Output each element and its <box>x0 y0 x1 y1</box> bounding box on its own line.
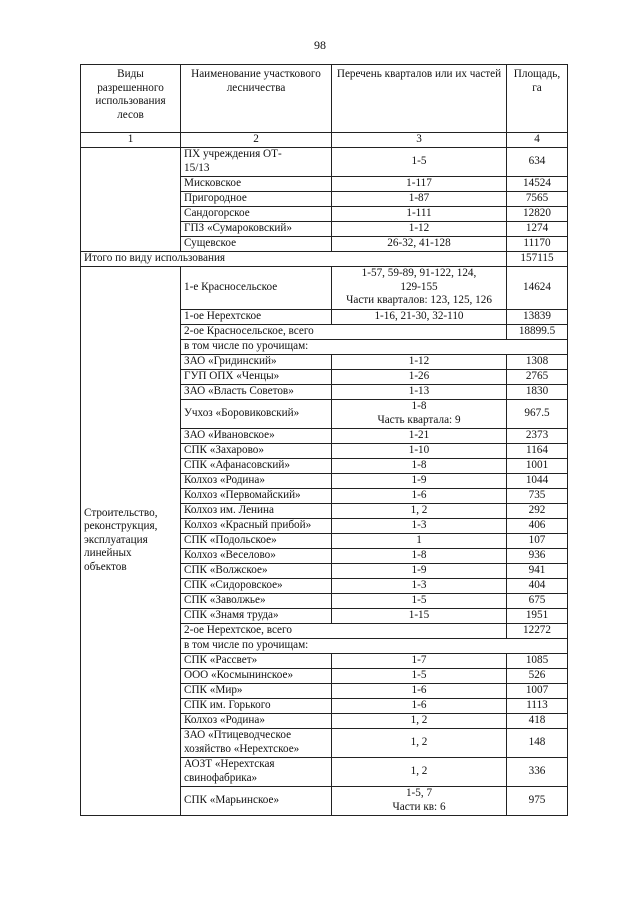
forestry-name: Колхоз «Родина» <box>181 713 332 728</box>
forestry-name: ПХ учреждения ОТ- 15/13 <box>181 147 332 176</box>
area-value: 975 <box>507 786 568 815</box>
quarters-list: 1-15 <box>332 608 507 623</box>
area-value: 292 <box>507 503 568 518</box>
quarters-list: 1-8 <box>332 548 507 563</box>
quarters-list: 1-10 <box>332 443 507 458</box>
forestry-name: 1-е Красносельское <box>181 266 332 309</box>
total-label: Итого по виду использования <box>81 251 507 266</box>
quarters-list: 1-57, 59-89, 91-122, 124, 129-155 Части кварталов: 123, 125, 126 <box>332 266 507 309</box>
quarters-list: 1, 2 <box>332 713 507 728</box>
quarters-list: 1-5 <box>332 147 507 176</box>
quarters-list: 1-26 <box>332 369 507 384</box>
area-value: 526 <box>507 668 568 683</box>
forestry-name: СПК «Сидоровское» <box>181 578 332 593</box>
forestry-name: СПК «Подольское» <box>181 533 332 548</box>
area-value: 1308 <box>507 354 568 369</box>
forestry-name: СПК «Рассвет» <box>181 653 332 668</box>
quarters-list: 1-6 <box>332 683 507 698</box>
forestry-name: ЗАО «Власть Советов» <box>181 384 332 399</box>
area-value: 634 <box>507 147 568 176</box>
area-value: 404 <box>507 578 568 593</box>
area-value: 967.5 <box>507 399 568 428</box>
quarters-list: 1-9 <box>332 473 507 488</box>
area-value: 12820 <box>507 206 568 221</box>
quarters-list: 1-111 <box>332 206 507 221</box>
quarters-list: 1 <box>332 533 507 548</box>
forest-usage-table <box>80 64 568 816</box>
quarters-list: 1-21 <box>332 428 507 443</box>
forestry-name: ЗАО «Ивановское» <box>181 428 332 443</box>
page-number: 98 <box>314 38 326 52</box>
forestry-name: Колхоз им. Ленина <box>181 503 332 518</box>
quarters-list: 1-3 <box>332 578 507 593</box>
area-value: 936 <box>507 548 568 563</box>
quarters-list: 1-9 <box>332 563 507 578</box>
subsection-label: в том числе по урочищам: <box>181 339 568 354</box>
header-forestry-name: Наименование участкового лесничества <box>181 65 332 133</box>
forestry-name: СПК «Мир» <box>181 683 332 698</box>
quarters-list: 1, 2 <box>332 728 507 757</box>
quarters-list: 26-32, 41-128 <box>332 236 507 251</box>
forestry-name: СПК «Захарово» <box>181 443 332 458</box>
total-row <box>81 251 568 266</box>
forestry-name: Колхоз «Первомайский» <box>181 488 332 503</box>
quarters-list: 1-13 <box>332 384 507 399</box>
area-value: 735 <box>507 488 568 503</box>
forestry-name: СПК им. Горького <box>181 698 332 713</box>
area-value: 14524 <box>507 176 568 191</box>
header-area: Площадь, га <box>507 65 568 133</box>
forestry-name: Колхоз «Веселово» <box>181 548 332 563</box>
forestry-name: Сущевское <box>181 236 332 251</box>
area-value: 14624 <box>507 266 568 309</box>
forestry-name: Колхоз «Красный прибой» <box>181 518 332 533</box>
forestry-name: СПК «Волжское» <box>181 563 332 578</box>
column-number: 4 <box>507 133 568 148</box>
forestry-name: Колхоз «Родина» <box>181 473 332 488</box>
usage-type-cell: Строительство, реконструкция, эксплуатация линейных объектов <box>81 266 181 815</box>
forestry-name: СПК «Марьинское» <box>181 786 332 815</box>
forestry-name: СПК «Знамя труда» <box>181 608 332 623</box>
total-area: 157115 <box>507 251 568 266</box>
quarters-list: 1, 2 <box>332 503 507 518</box>
forestry-name: 1-ое Нерехтское <box>181 309 332 324</box>
quarters-list: 1-5, 7 Части кв: 6 <box>332 786 507 815</box>
area-value: 1085 <box>507 653 568 668</box>
area-value: 148 <box>507 728 568 757</box>
quarters-list: 1-12 <box>332 354 507 369</box>
area-value: 107 <box>507 533 568 548</box>
quarters-list: 1-7 <box>332 653 507 668</box>
header-quarters-list: Перечень кварталов или их частей <box>332 65 507 133</box>
area-value: 675 <box>507 593 568 608</box>
area-value: 1830 <box>507 384 568 399</box>
usage-type-cell <box>81 147 181 251</box>
forestry-name: ООО «Космынинское» <box>181 668 332 683</box>
table-body <box>81 147 568 815</box>
forestry-subtotal-name: 2-ое Красносельское, всего <box>181 324 507 339</box>
area-value: 2765 <box>507 369 568 384</box>
area-value: 1951 <box>507 608 568 623</box>
subsection-label: в том числе по урочищам: <box>181 638 568 653</box>
area-value: 1164 <box>507 443 568 458</box>
area-value: 336 <box>507 757 568 786</box>
table-row <box>81 147 568 176</box>
area-value: 7565 <box>507 191 568 206</box>
area-value: 11170 <box>507 236 568 251</box>
area-value: 2373 <box>507 428 568 443</box>
column-number-row <box>81 133 568 148</box>
area-value: 1007 <box>507 683 568 698</box>
quarters-list: 1-117 <box>332 176 507 191</box>
forestry-name: Мисковское <box>181 176 332 191</box>
area-value: 13839 <box>507 309 568 324</box>
forestry-subtotal-name: 2-ое Нерехтское, всего <box>181 623 507 638</box>
area-value: 1001 <box>507 458 568 473</box>
quarters-list: 1, 2 <box>332 757 507 786</box>
quarters-list: 1-87 <box>332 191 507 206</box>
quarters-list: 1-5 <box>332 593 507 608</box>
area-value: 1044 <box>507 473 568 488</box>
column-number: 3 <box>332 133 507 148</box>
forestry-name: СПК «Заволжье» <box>181 593 332 608</box>
header-usage-type: Виды разрешенного использования лесов <box>81 65 181 133</box>
forestry-name: ГУП ОПХ «Ченцы» <box>181 369 332 384</box>
quarters-list: 1-6 <box>332 488 507 503</box>
quarters-list: 1-5 <box>332 668 507 683</box>
forestry-name: СПК «Афанасовский» <box>181 458 332 473</box>
area-value: 941 <box>507 563 568 578</box>
area-value: 418 <box>507 713 568 728</box>
forestry-name: ГПЗ «Сумароковский» <box>181 221 332 236</box>
quarters-list: 1-16, 21-30, 32-110 <box>332 309 507 324</box>
area-value: 12272 <box>507 623 568 638</box>
forestry-name: ЗАО «Птицеводческое хозяйство «Нерехтское» <box>181 728 332 757</box>
table-row <box>81 266 568 309</box>
area-value: 18899.5 <box>507 324 568 339</box>
quarters-list: 1-8 <box>332 458 507 473</box>
column-number: 1 <box>81 133 181 148</box>
area-value: 1274 <box>507 221 568 236</box>
forestry-name: Сандогорское <box>181 206 332 221</box>
area-value: 1113 <box>507 698 568 713</box>
quarters-list: 1-8 Часть квартала: 9 <box>332 399 507 428</box>
forestry-name: Учхоз «Боровиковский» <box>181 399 332 428</box>
header-row <box>81 65 568 133</box>
quarters-list: 1-12 <box>332 221 507 236</box>
column-number: 2 <box>181 133 332 148</box>
forestry-name: ЗАО «Гридинский» <box>181 354 332 369</box>
quarters-list: 1-3 <box>332 518 507 533</box>
quarters-list: 1-6 <box>332 698 507 713</box>
area-value: 406 <box>507 518 568 533</box>
forestry-name: АОЗТ «Нерехтская свинофабрика» <box>181 757 332 786</box>
forestry-name: Пригородное <box>181 191 332 206</box>
